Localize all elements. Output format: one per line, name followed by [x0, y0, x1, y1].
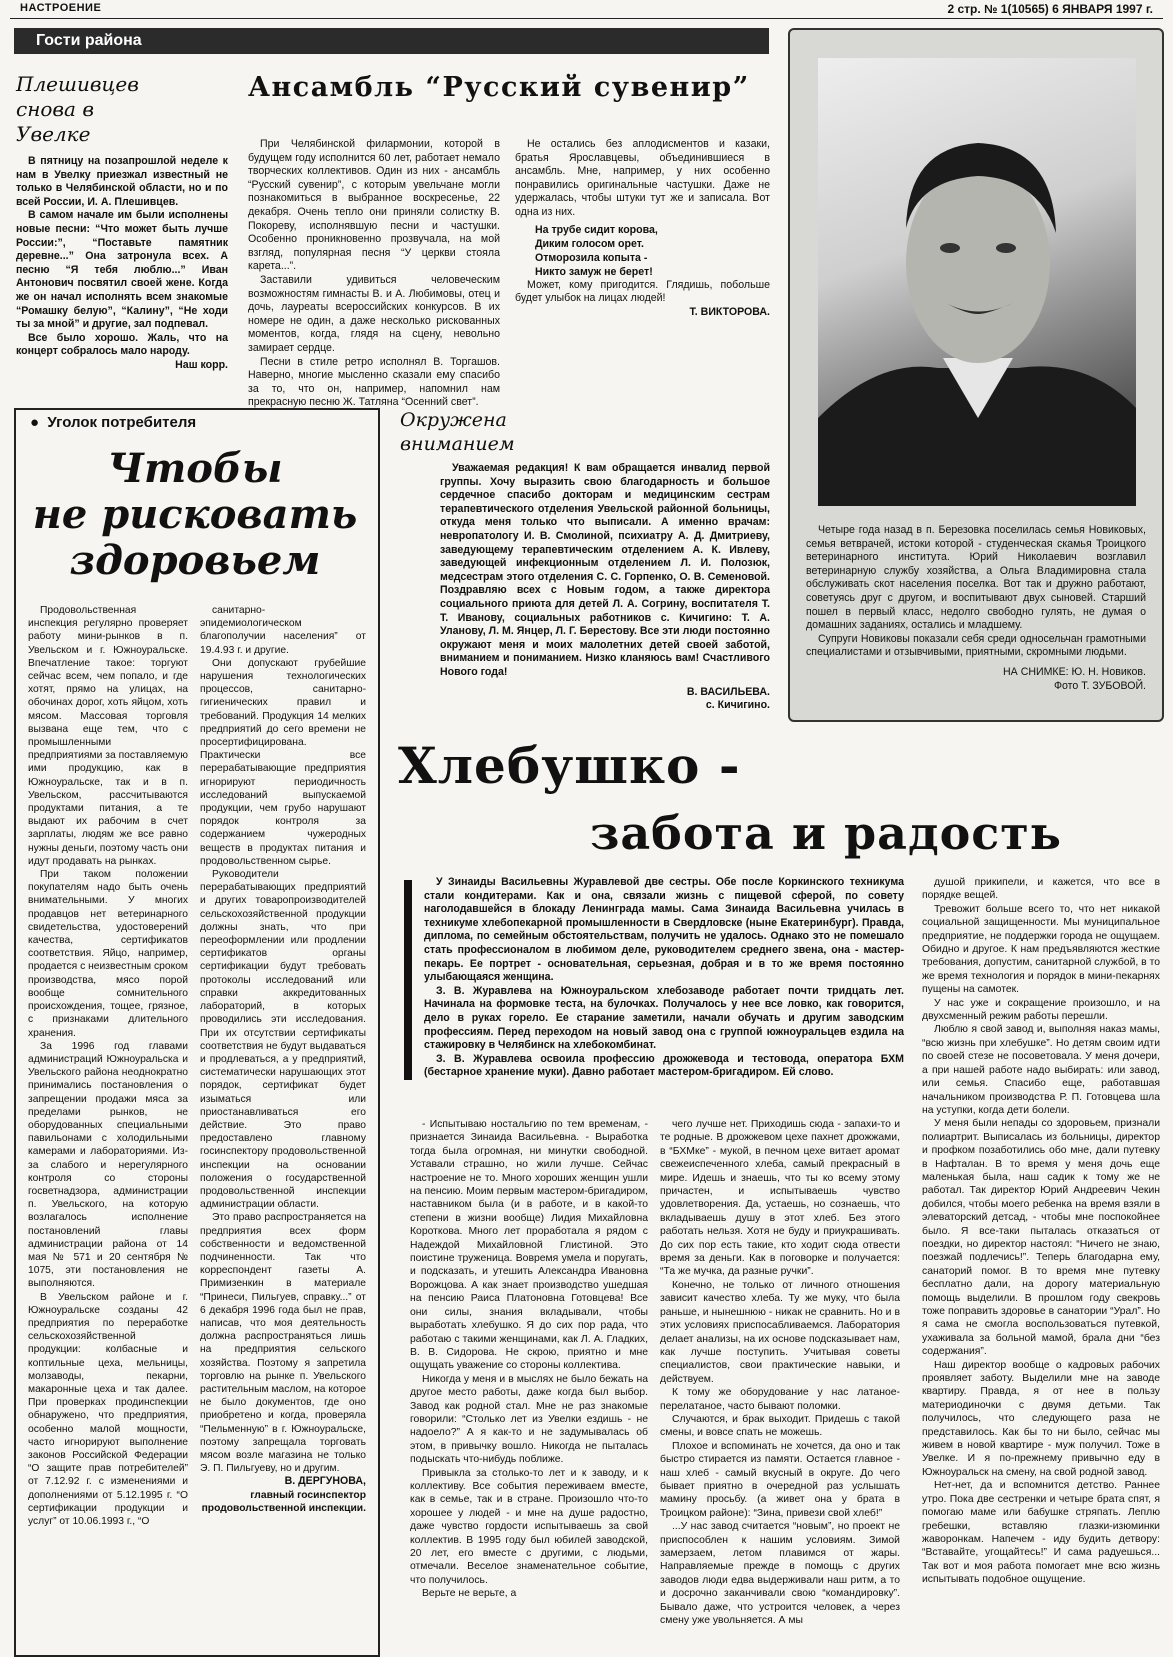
- paragraph: Они допускают грубейшие нарушения технологических процессов, санитарно-гигиенических правил и требований. Продукция 14 мелких предприятий до сего времени не просертифицирована. Практически все перерабатывающие предприятия игнорируют периодичность исследований выпускаемой продукции, чем грубо нарушают порядок контроля за содержанием чужеродных веществ в продуктах питания и продовольственном сырье.: [200, 657, 366, 867]
- photo-caption: [806, 524, 1146, 693]
- paragraph: Это право распространяется на предприятия всех форм собственности и ведомственной подчиненности. Так что корреспондент газеты А. Примизенкин в материале “Принеси, Пильгуев, справку...” от 6 декабря 1996 года был не прав, написав, что моя деятельность должна распространяться лишь на предприятия сельского хозяйства. Поэтому я запретила торговлю на рынке п. Увельского растительным маслом, на которое не было документов, где оно приобретено и когда, проверяла “Пельменную” в г. Южноуральске, поэтому запрещала торговать мясом возле магазина не только Э. П. Пильгуеву, но и другим.: [200, 1212, 366, 1475]
- paragraph: Никогда у меня и в мыслях не было бежать на другое место работы, даже когда был выбор. Завод как родной стал. Мне не раз знакомые говорили: “Столько лет из Увелки ездишь - не надоело?” А я как-то и не задумывалась об этом, в привычку вошло. Никогда не пыталась подыскать что-нибудь поближе.: [410, 1373, 648, 1466]
- title-line: здоровьем: [69, 537, 321, 584]
- paragraph: Не остались без аплодисментов и казаки, братья Ярославцевы, объединившиеся в ансамбль. Мне, например, у них особенно понравились оригинальные частушки. Даже не удержалась, чтобы штуки тут же и записала. Вот одна из них.: [515, 138, 770, 218]
- verse-line: Никто замуж не берет!: [535, 265, 653, 278]
- bread-column-3: [922, 876, 1160, 1587]
- article1-mid-column: [248, 138, 500, 410]
- bread-column-1: [410, 1118, 648, 1601]
- paragraph: Наш директор вообще о кадровых рабочих проявляет заботу. Выделили мне на заводе квартиру. Правда, я от нее в пользу материодиночки с двумя детьми. Так получилось, что следующего раза не представилось. Как бы то ни было, сейчас мы живем в новой квартире - муж получил. Тоже в Увелке. И я по-прежнему привычно еду в Южноуральск на смену, на свой родной завод.: [922, 1359, 1160, 1478]
- caption-paragraph: Четыре года назад в п. Березовка поселилась семья Новиковых, семья ветврачей, истоки которой - студенческая скамья Троицкого ветеринарного института. Юрий Николаевич возглавил ветеринарную службу хозяйства, а Ольга Владимировна стала обслуживать скот населения поселка. Вот так и дружно работают, советуясь друг с другом, и воспитывают двух сыновей. Старший пошел в первый класс, недолго свободно гулять, не думая о домашних заданиях, остались и младшему.: [806, 524, 1146, 632]
- rubric-banner: [14, 28, 769, 54]
- photo-box: [788, 28, 1164, 722]
- consumer-rubric-label: Уголок потребителя: [47, 414, 197, 431]
- paragraph: Руководители перерабатывающих предприятий и других товаропроизводителей сельскохозяйственной продукции должны знать, что при переоформлении или продлении сертификатов органы сертификации будут требовать протоколы исследований или справки аккредитованных лабораторий, в которых проводились эти исследования. При их отсутствии сертификаты соответствия не будут выдаваться и продлеваться, а у предприятий, систематически нарушающих этот порядок, сертификат будет изыматься или приостанавливаться его действие. Это право предоставлено главному госинспектору продовольственной инспекции на основании положения о государственной продовольственной инспекции администрации области.: [200, 869, 366, 1211]
- paragraph: Песни в стиле ретро исполнял В. Торгашов. Наверно, многие мысленно сказали ему спасибо за то, что он, например, напомнил нам прекрасную песню Ж. Татляна “Осенний свет”.: [248, 355, 500, 409]
- verse-line: На трубе сидит корова,: [535, 223, 658, 236]
- paragraph: К тому же оборудование у нас латаное-перелатаное, часто бывают поломки.: [660, 1387, 900, 1412]
- consumer-column-1: [28, 604, 188, 1528]
- signature: Наш корр.: [175, 358, 228, 371]
- paragraph: душой прикипели, и кажется, что все в порядке вещей.: [922, 877, 1160, 902]
- paragraph: Случаются, и брак выходит. Придешь с такой смены, и вовсе спать не можешь.: [660, 1413, 900, 1439]
- paragraph: Люблю я свой завод и, выполняя наказ мамы, “всю жизнь при хлебушке”. Но детям своим идти по своей стезе не посоветовала. У меня дочери, а при нашей работе надо выбирать: или завод, или семья. Спасибо еще, работавшая начальником производства Р. П. Готовцева шла на уступки, когда дети болели.: [922, 1024, 1160, 1116]
- letter-kicker: Окружена вниманием: [400, 409, 515, 455]
- signature: Т. ВИКТОРОВА.: [689, 305, 770, 318]
- title-line: Чтобы: [107, 445, 283, 492]
- paragraph: При таком положении покупателям надо быть очень внимательными. У многих продавцов нет ветеринарного свидетельства, удостоверений качества, сертификатов соответствия. Яйцо, например, продается с неизвестным сроком производства, мясо порой вообще сомнительного происхождения, тощее, грязное, с признаками длительного хранения.: [28, 869, 189, 1039]
- paragraph: Уважаемая редакция! К вам обращается инвалид первой группы. Хочу выразить свою благодарность и большое сердечное спасибо докторам и медицинским сестрам терапевтического отделения Увельской районной больницы, откуда меня только что выписали. А именно врачам: невропатологу И. В. Смолиной, психиатру А. Д. Дмитриеву, заведующему терапевтическим отделением А. К. Ивлеву, заведующей инфекционным отделением Л. И. Полозюк, медсестрам этого отделения С. С. Горпенко, О. В. Семеновой. Поздравляю всех с Новым годом, а также директора социального приюта для детей Л. А. Согрину, воспитателя Т. Т. Иванову, социальных работников с. Кичигино: Т. А. Уланову, Л. М. Янцер, Л. Г. Берестову. Все эти люди постоянно окружают меня и моих малолетних детей своей заботой, вниманием и пониманием. Низко кланяюсь вам! Счастливого Нового года!: [440, 462, 770, 678]
- paragraph: В самом начале им были исполнены новые песни: “Что может быть лучше России:”, “Поставьте памятник деревне...” Она затронула всех. А песню “Я тебя люблю...” Иван Антонович посвятил своей жене. Когда же он начал исполнять всем знакомые “Ромашку белую”, “Калину”, “Не ходи ты за мной” и другие, зал подпевал.: [16, 209, 228, 331]
- consumer-column-2: [200, 604, 366, 1515]
- article1-left-column: [16, 155, 228, 373]
- paragraph: При Челябинской филармонии, которой в будущем году исполнится 60 лет, работает немало творческих коллективов. Один из них - ансамбль “Русский сувенир”, с которым увельчане могли познакомиться в выбранное воскресенье, 22 декабря. Очень тепло они приняли солистку В. Покореву, исполнявшую песни и частушки. Особенно проникновенно прозвучала, на мой взгляд, популярная песня “У церкви стояла карета...”.: [248, 138, 500, 273]
- rubric-label: Гости района: [36, 32, 142, 49]
- paragraph: Все было хорошо. Жаль, что на концерт собралось мало народу.: [16, 331, 228, 358]
- signature: В. ВАСИЛЬЕВА.: [686, 685, 770, 698]
- paragraph: У нас уже и сокращение произошло, и на двухсменный режим работы перешли.: [922, 997, 1160, 1023]
- paragraph: Может, кому пригодится. Глядишь, побольше будет улыбок на лицах людей!: [515, 278, 770, 305]
- letter-text: [440, 462, 770, 713]
- paragraph: Заставили удивиться человеческим возможностям гимнасты В. и А. Любимовы, отец и дочь, лауреаты всероссийских конкурсов. В их номере не один, а даже несколько рискованных моментов, когда, глядя на сцену, невольно замирает сердце.: [248, 273, 500, 354]
- paragraph: З. В. Журавлева освоила профессию дрожжевода и тестовода, оператора БХМ (бестарное хранение муки). Давно работает мастером-бригадиром. Ей слово.: [424, 1052, 904, 1079]
- paragraph: В пятницу на позапрошлой неделе к нам в Увелку приезжал известный не только в Челябинской области, но и по всей России, И. А. Плешивцев.: [16, 155, 228, 208]
- paragraph: У Зинаиды Васильевны Журавлевой две сестры. Обе после Коркинского техникума стали кондитерами. Как и она, связали жизнь с пищевой сферой, по совету наголодавшейся в блокаду Ленинграда мамы. Сама Зинаида Васильевна училась в техникуме хлебопекарной промышленности в Свердловске (ныне Екатеринбург). Правда, диплома, по семейным обстоятельствам, получить не удалось. Однако это не помешало стать профессионалом в любимом деле, руководителем среднего звена, она - мастер-пекарь. Ее портрет - основательная, серьезная, добрая и в то же время постоянно улыбающаяся женщина.: [424, 876, 904, 984]
- bread-lead: [424, 876, 904, 1080]
- photo-subject: НА СНИМКЕ: Ю. Н. Новиков.: [1003, 665, 1146, 678]
- paragraph: Тревожит больше всего то, что нет никакой социальной защищенности. Мы муниципальное предприятие, не поддержки города не ощущаем. Обидно и другое. К нам предъявляются жесткие требования, допустим, санитарной службой, в то же время технология и порядок в мини-пекарнях пущены на самотек.: [922, 903, 1160, 996]
- paragraph: Нет-нет, да и вспомнится детство. Раннее утро. Пока две сестренки и четыре брата спят, я помогаю маме или бабушке стряпать. Леплю гребешки, вставляю глазки-изюминки жаворонкам. Напечем - иду будить детвору: “Вставайте, угощайтесь!” И сама радуешься... Так вот и моя работа помогает мне всю жизнь испытывать подобное ощущение.: [922, 1480, 1160, 1586]
- verse-line: Диким голосом орет.: [535, 237, 644, 250]
- paragraph: санитарно-эпидемиологическом благополучии населения” от 19.4.93 г. и другие.: [200, 605, 366, 656]
- masthead-line: [10, 2, 1163, 19]
- bread-title-line1: Хлебушко -: [398, 736, 741, 795]
- paragraph: За 1996 год главами администраций Южноуральска и Увельского района неоднократно принимались постановления о запрещении продажи мяса за пределами рынков, не оборудованных специальными павильонами с холодильными камерами и лабораториями. Из-за слабого и нерегулярного контроля со стороны госветнадзора, администрации п. Увельского, на которую возлагалось исполнение постановлений главы администрации района от 14 мая № 571 и 20 сентября № 1075, эти постановления не выполняются.: [28, 1040, 188, 1290]
- signature: В. ДЕРГУНОВА,: [284, 1475, 366, 1488]
- bread-column-2: [660, 1118, 900, 1627]
- photo-credit: Фото Т. ЗУБОВОЙ.: [1053, 679, 1146, 692]
- bread-title-line2: забота и радость: [590, 806, 1063, 860]
- chastushka-verse: [515, 223, 770, 279]
- bullet-icon: ●: [30, 414, 48, 431]
- article1-right-column: [515, 138, 770, 319]
- paragraph: - Испытываю ностальгию по тем временам, - признается Зинаида Васильевна. - Выработка тогда была огромная, ни минутки свободной. Уставали страшно, но жили лучше. Сейчас настроение не то. Много хороших женщин ушли на пенсию. Моим первым мастером-бригадиром, наставником была (и в работе, и в какой-то степени в жизни вообще) Лидия Михайловна Короткова. Много лет проработала я рядом с Надеждой Михайловной Глистиной. Это поистине труженица. Вовремя умела и поругать, и подсказать, и утешить Александра Ивановна Ворожцова. А как знает производство ушедшая на пенсию Раиса Платоновна Готовцева! Все они силы, знания вкладывали, чтобы выработать хлебушко. Я до сих пор рада, что работаю с такими женщинами, как Л. А. Гладких, В. В. Сидорова. Не скрою, приятно и мне ощущать уважение со стороны коллектива.: [410, 1119, 648, 1372]
- consumer-title: [20, 446, 370, 584]
- signature-role: главный госинспектор продовольственной инспекции.: [201, 1489, 366, 1514]
- article1-kicker: Плешивцев снова в Увелке: [16, 72, 139, 146]
- portrait-figure: [818, 58, 1136, 506]
- section-name: НАСТРОЕНИЕ: [20, 2, 102, 14]
- paragraph: Верьте не верьте, а: [422, 1588, 517, 1600]
- caption-paragraph: Супруги Новиковы показали себя среди односельчан грамотными специалистами и отзывчивыми, приятными, скромными людьми.: [806, 632, 1146, 659]
- paragraph: В Увельском районе и г. Южноуральске созданы 42 предприятия по переработке сельскохозяйственной продукции: колбасные и коптильные цеха, мельницы, молзаводы, пекарни, макаронные цеха и так далее. При проверках продинспекции обнаружено, что предприятия, особенно малой мощности, часто игнорируют выполнение законов Российской Федерации “О защите прав потребителей” от 7.12.92 г. с изменениями и дополнениями от 5.12.1995 г. “О сертификации продукции и услуг” от 10.06.1993 г., “О: [28, 1291, 188, 1528]
- title-line: не рисковать: [32, 491, 358, 538]
- verse-line: Отморозила копыта -: [535, 251, 648, 264]
- paragraph: ...У нас завод считается “новым”, но проект не приспособлен к нашим условиям. Зимой замерзаем, летом плавимся от жары. Направляемые прежде в помощь с других заводов люди едва выдерживали наш ритм, а то и досрочно заканчивали свою “командировку”. Бывало даже, что устроится человек, а через смену уже увольняется. А мы: [660, 1521, 900, 1627]
- paragraph: У меня были непады со здоровьем, признали полиартрит. Выписалась из больницы, директор и профком позаботились обо мне, дали путевку в Нафталан. В то время у меня дочь еще маленькая была, наш садик к тому же не работал. Так директор Юрий Андреевич Чекин добился, чтобы моего ребенка на время взяли в элеваторский детсад, - чтобы мне поспокойнее было. Я все-таки пыталась отказаться от поездки, но директор настоял: “Ничего не знаю, поезжай подлечись!”. Теперь благодарна ему, санаторий помог. В то время мне путевку бесплатно дали, на дорогу материальную помощь выделили. В прошлом году свекровь тоже поправить здоровье в санатории “Урал”. Но я сама не смогла воспользоваться путевкой, ухаживала за больной мамой, брала дни “без содержания”.: [922, 1118, 1160, 1358]
- issue-info: 2 стр. № 1(10565) 6 ЯНВАРЯ 1997 г.: [947, 2, 1153, 16]
- paragraph: З. В. Журавлева на Южноуральском хлебозаводе работает почти тридцать лет. Начинала на формовке теста, на булочках. Получалось у нее все ловко, как говорится, дело в руках горело. Ее старание заметили, начали обучать и другим заводским профессиям. Перед переходом на новый завод она с группой южноуральцев ездила на стажировку в Челябинск на хлебокомбинат.: [424, 984, 904, 1052]
- signature-place: с. Кичигино.: [705, 699, 770, 712]
- paragraph: Продовольственная инспекция регулярно проверяет работу мини-рынков в п. Увельском и г. Южноуральске. Впечатление такое: торгуют сейчас всем, чем попало, и где хотят, прямо на улицах, на обочинах дорог, хоть яйцом, хоть мясом. Массовая торговля вызвана еще тем, что с промышленными предприятиями за поставляемую ими продукцию, как в Южноуральске, так и в п. Увельском, рассчитываются продуктами питания, а те выдают их рабочим в счет зарплаты, людям же все равно нужны деньги, поэтому часть они идут продавать на рынках.: [28, 605, 189, 867]
- lead-accent-bar: [404, 880, 412, 1080]
- paragraph: Конечно, не только от личного отношения зависит качество хлеба. Ту же муку, что была раньше, и нынешнюю - никак не сравнить. Но и в этих условиях приспосабливаемся. Лаборатория делает анализы, на их основе подсказывает нам, как лучше поступить. Учитывая советы специалистов, свои практические навыки, и действуем.: [660, 1279, 900, 1385]
- article1-title: Ансамбль “Русский сувенир”: [248, 72, 750, 103]
- portrait-photo: [818, 58, 1136, 506]
- consumer-rubric: [30, 414, 196, 431]
- paragraph: чего лучше нет. Приходишь сюда - запахи-то и те родные. В дрожжевом цехе пахнет дрожжами, в “БХМке” - мукой, в печном цехе витает аромат свежеиспеченного хлеба, самый прекрасный в мире. Идешь и знаешь, что ты ко всему этому причастен, и испытываешь чувство удовлетворения. Да, устаешь, но сознаешь, что вкладываешь душу в этот хлеб. Без этого работать нельзя. Хотя не буду и приукрашивать. До сих пор есть такие, кто ходит сюда отвести время за деньги. Как в поговорке и получается: “Та же мучка, да разные ручки”.: [660, 1119, 900, 1278]
- paragraph: Плохое и вспоминать не хочется, да оно и так быстро стирается из памяти. Остается главное - наш хлеб - самый вкусный в округе. До чего бывает приятно в очередной раз услышать мамину просьбу. (а живет она у брата в Троицком районе): “Зина, привези свой хлеб!”: [660, 1440, 900, 1519]
- paragraph: Привыкла за столько-то лет и к заводу, и к коллективу. Все события переживаем вместе, как в семье, так и в стране. Произошло что-то хорошее у людей - и мне на душе радостно, даже чувство гордости испытываешь за свой коллектив. В 1995 году был юбилей заводской, 20 лет, его вместе с другими, с людьми, отмечали. Веселое знаменательное событие, что получилось.: [410, 1467, 648, 1586]
